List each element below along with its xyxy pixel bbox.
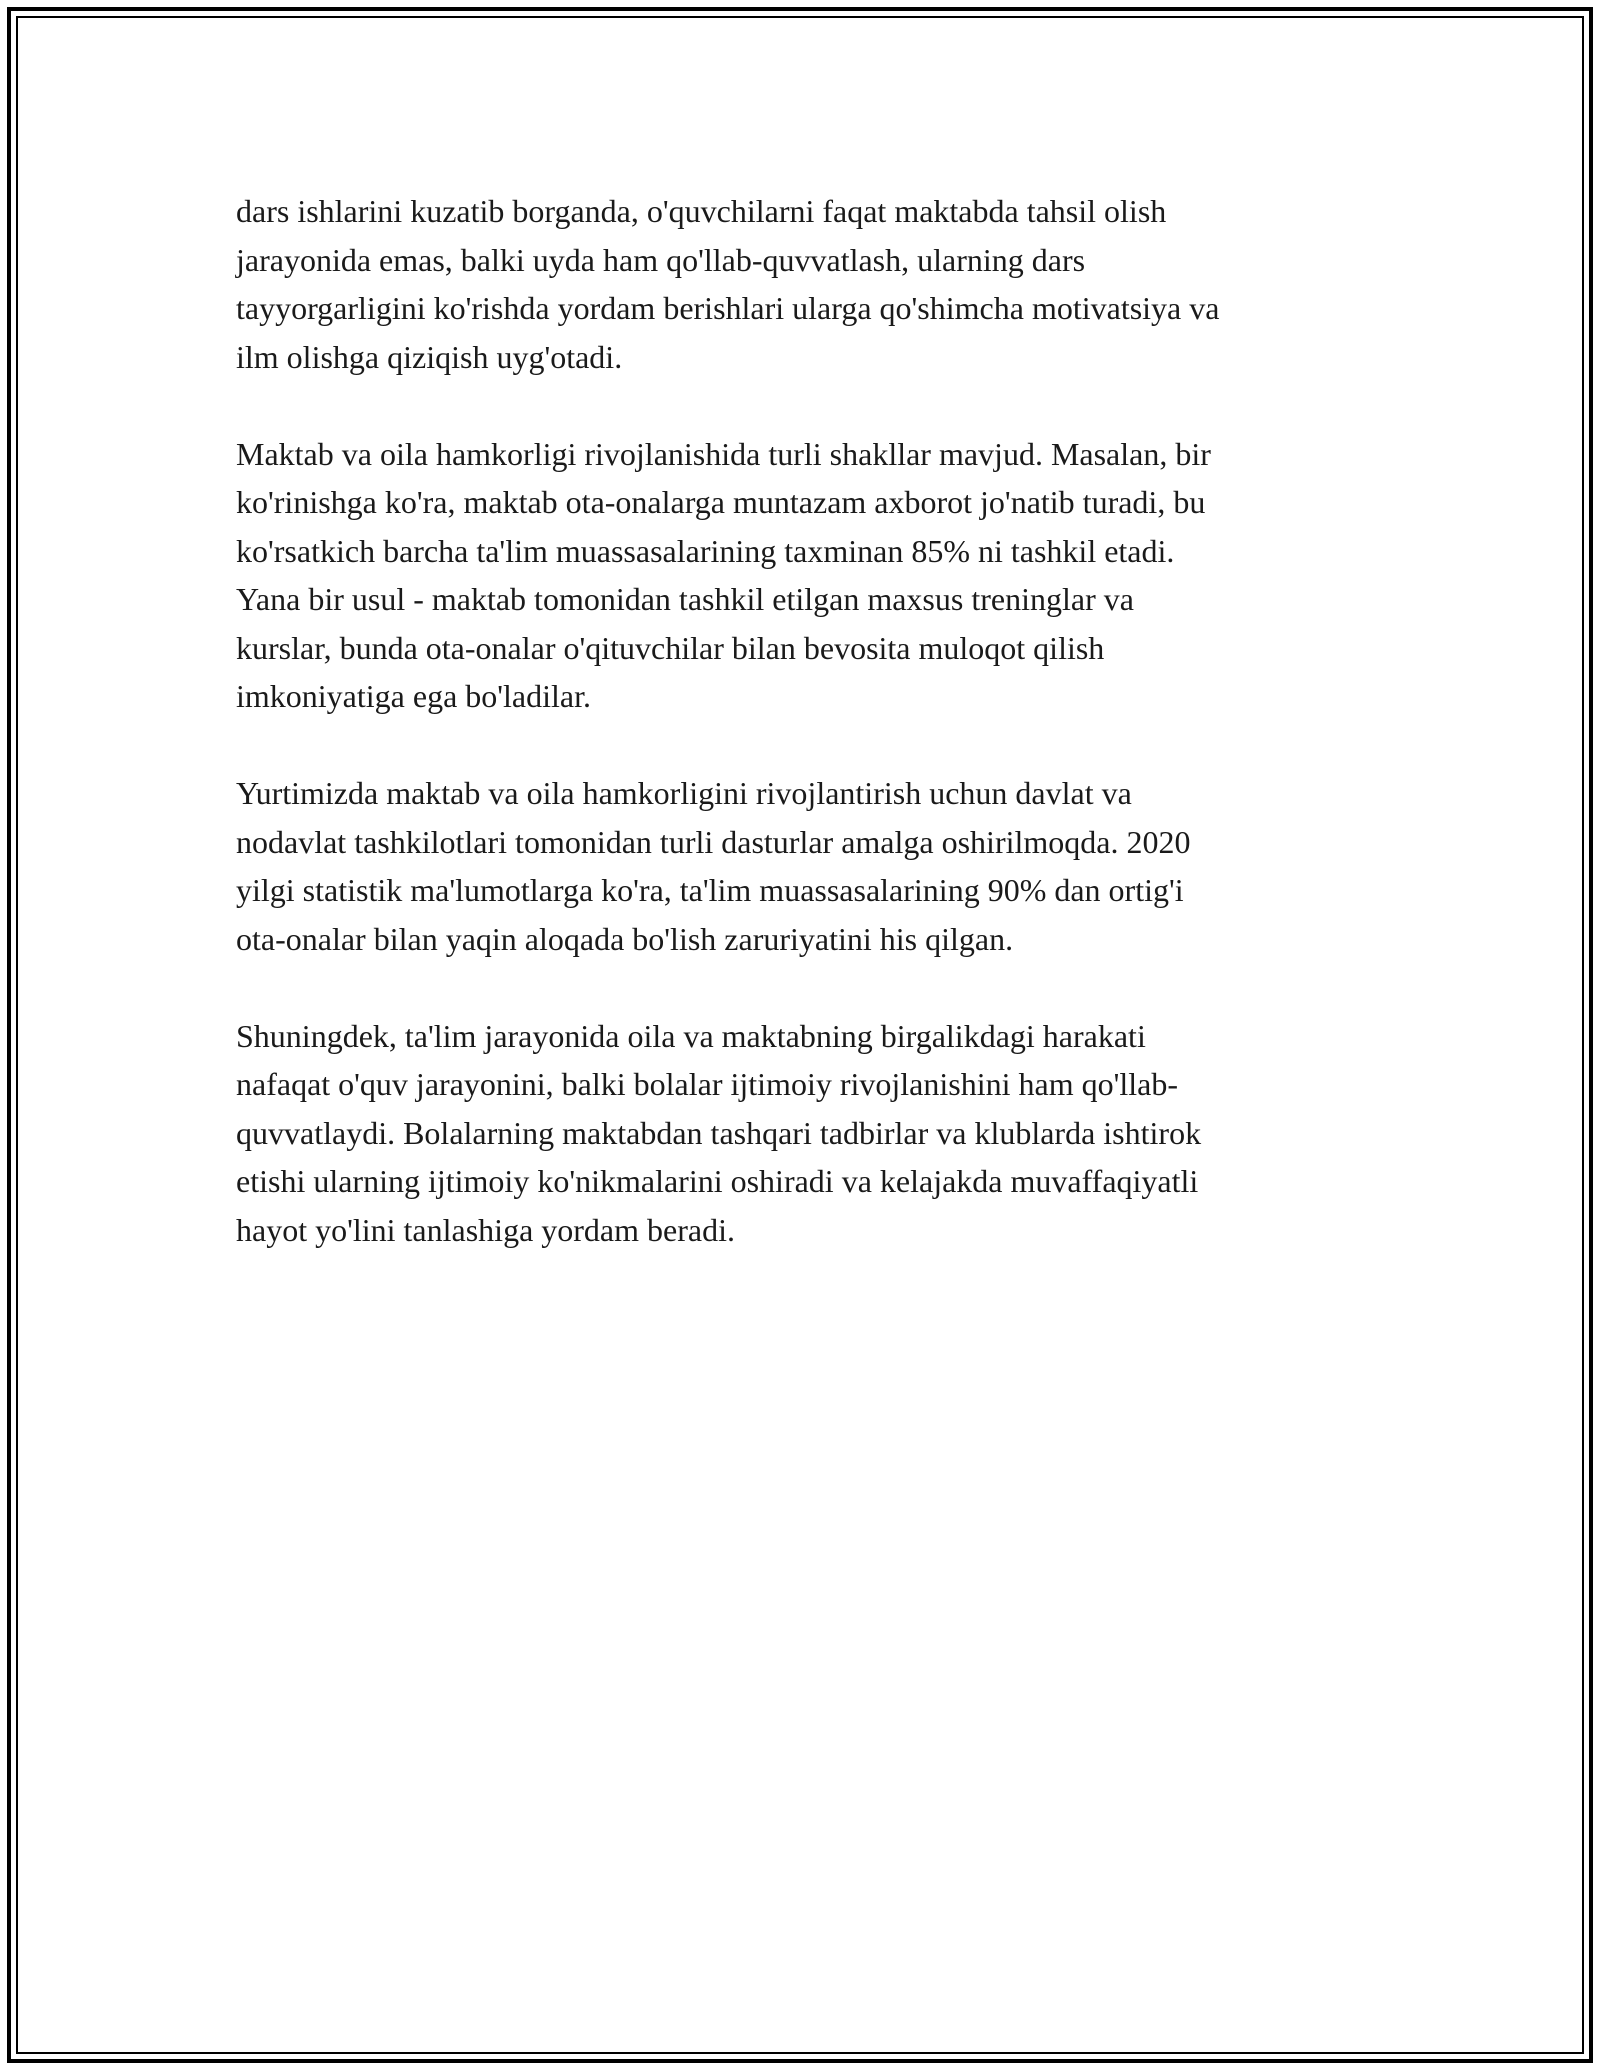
- text-line: ko'rsatkich barcha ta'lim muassasalarining taxminan 85% ni tashkil etadi.: [236, 532, 1175, 569]
- text-line: ilm olishga qiziqish uyg'otadi.: [236, 338, 623, 375]
- text-line: nafaqat o'quv jarayonini, balki bolalar ijtimoiy rivojlanishini ham qo'llab-: [236, 1066, 1178, 1102]
- text-line: jarayonida emas, balki uyda ham qo'llab-quvvatlash, ularning dars: [236, 241, 1086, 278]
- text-line: ota-onalar bilan yaqin aloqada bo'lish zaruriyatini his qilgan.: [236, 920, 1014, 957]
- text-line: kurslar, bunda ota-onalar o'qituvchilar bilan bevosita muloqot qilish: [236, 629, 1105, 666]
- paragraph-4: [236, 1012, 1386, 1255]
- text-line: Yurtimizda maktab va oila hamkorligini rivojlantirish uchun davlat va: [236, 775, 1132, 811]
- text-line: ko'rinishga ko'ra, maktab ota-onalarga muntazam axborot jo'natib turadi, bu: [236, 484, 1206, 520]
- text-line: Shuningdek, ta'lim jarayonida oila va maktabning birgalikdagi harakati: [236, 1017, 1146, 1054]
- text-line: yilgi statistik ma'lumotlarga ko'ra, ta'lim muassasalarining 90% dan ortig'i: [236, 872, 1184, 908]
- text-line: Maktab va oila hamkorligi rivojlanishida turli shakllar mavjud. Masalan, bir: [236, 435, 1211, 472]
- text-line: Yana bir usul - maktab tomonidan tashkil etilgan maxsus treninglar va: [236, 581, 1134, 617]
- paragraph-1: [236, 187, 1386, 381]
- text-line: nodavlat tashkilotlari tomonidan turli dasturlar amalga oshirilmoqda. 2020: [236, 823, 1191, 860]
- text-line: imkoniyatiga ega bo'ladilar.: [236, 678, 591, 714]
- paragraph-2: [236, 430, 1386, 721]
- text-line: quvvatlaydi. Bolalarning maktabdan tashqari tadbirlar va klublarda ishtirok: [236, 1114, 1202, 1151]
- text-line: hayot yo'lini tanlashiga yordam beradi.: [236, 1211, 735, 1248]
- text-line: dars ishlarini kuzatib borganda, o'quvchilarni faqat maktabda tahsil olish: [236, 193, 1167, 229]
- text-line: etishi ularning ijtimoiy ko'nikmalarini oshiradi va kelajakda muvaffaqiyatli: [236, 1163, 1199, 1199]
- document-body: [236, 187, 1386, 1303]
- text-line: tayyorgarligini ko'rishda yordam berishlari ularga qo'shimcha motivatsiya va: [236, 290, 1220, 326]
- paragraph-3: [236, 769, 1386, 963]
